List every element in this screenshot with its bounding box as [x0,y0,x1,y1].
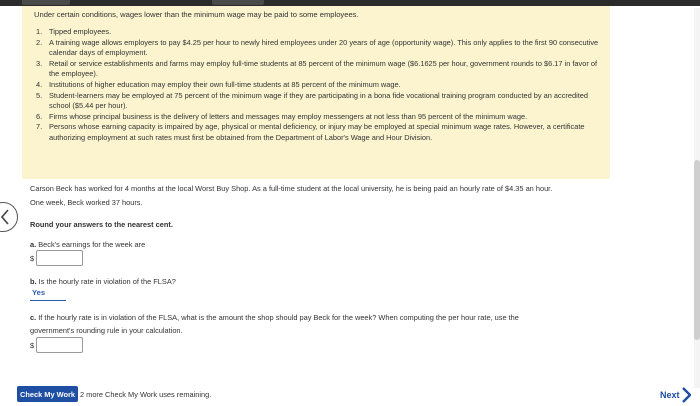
next-label: Next [660,390,680,400]
list-item: 1. Tipped employees. [36,27,112,36]
chevron-left-icon [1,209,9,225]
list-item: 5. Student-learners may be employed at 75 percent of the minimum wage if they are participating in a bona fide vocational training program conducted by an accredited school ($5.44 per hour). [36,90,589,110]
part-c-label-line2: government's rounding rule in your calculation. [30,326,183,335]
exception-list [36,27,601,143]
part-c-label-line1: c. If the hourly rate is in violation of the FLSA, what is the amount the shop should pay Beck for the week? When computing the per hour rate, use the [30,313,519,322]
minimum-wage-note-box [22,6,610,179]
currency-symbol: $ [30,340,35,350]
scenario-text-line1: Carson Beck has worked for 4 months at the local Worst Buy Shop. As a full-time student at the local university, he is being paid an hourly rate of $4.35 an hour. [30,184,553,193]
next-button[interactable] [660,387,691,403]
list-item: 4. Institutions of higher education may employ their own full-time students at 85 percent of the minimum wage. [36,79,401,89]
top-tab-ebook[interactable] [22,0,70,5]
flsa-violation-dropdown[interactable]: Yes [30,288,66,301]
previous-button[interactable] [0,202,18,232]
check-my-work-button[interactable]: Check My Work [17,386,78,402]
chevron-right-icon [682,387,691,403]
scenario-text-line2: One week, Beck worked 37 hours. [30,198,143,207]
note-intro: Under certain conditions, wages lower than the minimum wage may be paid to some employees. [34,10,359,19]
attempts-remaining-text: 2 more Check My Work uses remaining. [80,390,212,399]
list-item: 2. A training wage allows employers to pay $4.25 per hour to newly hired employees under 20 years of age (opportunity wage). This only applies to the first 90 consecutive calendar days of employment. [36,37,599,57]
list-item: 6. Firms whose principal business is the delivery of letters and messages may employ messengers at not less than 95 percent of the minimum wage. [36,111,528,121]
currency-symbol: $ [30,253,35,263]
part-c-answer-row [30,337,83,353]
part-a-answer-row [30,250,83,266]
footer-bar [0,378,700,406]
rounding-instruction: Round your answers to the nearest cent. [30,220,173,229]
part-a-label: a. Beck's earnings for the week are [30,240,146,249]
required-pay-input[interactable] [36,337,83,353]
list-item: 7. Persons whose earning capacity is impaired by age, physical or mental deficiency, or injury may be employed at special minimum wage rates. However, a certificate authorizing employment at such rates must first be obtained from the Department of Labor's Wage and Hour Division. [36,122,585,142]
part-b-label: b. Is the hourly rate in violation of the FLSA? [30,277,176,286]
list-item: 3. Retail or service establishments and farms may employ full-time students at 85 percent of the minimum wage ($6.1625 per hour, government rounds to $6.17 in favor of the employee). [36,58,598,78]
scrollbar-thumb[interactable] [694,160,700,340]
weekly-earnings-input[interactable] [36,250,83,266]
top-tab-print-item[interactable] [212,0,264,5]
